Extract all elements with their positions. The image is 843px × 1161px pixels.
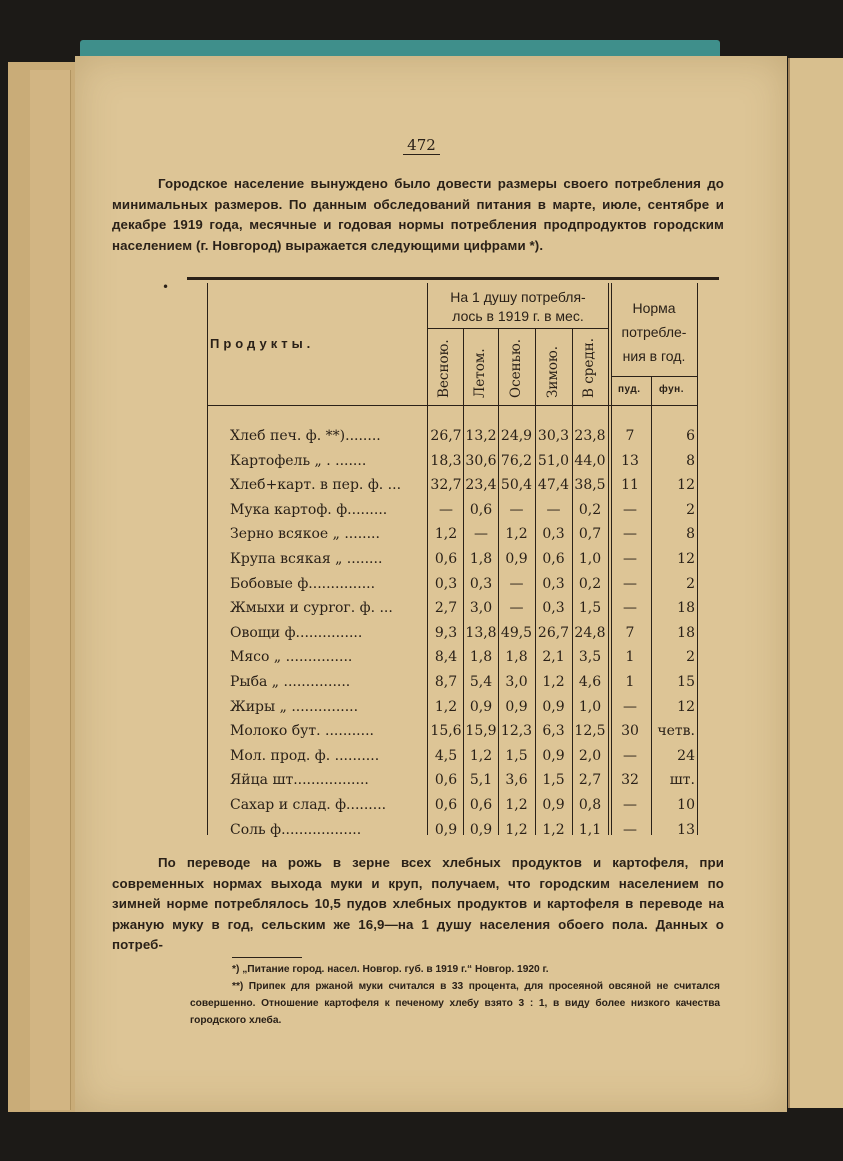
cell-winter: 0,9 — [542, 698, 565, 715]
row-label: Молоко бут. ........... — [230, 723, 374, 740]
cell-autumn: 12,3 — [500, 723, 533, 740]
cell-pud: 7 — [625, 428, 635, 444]
cell-winter: 1,2 — [542, 821, 565, 838]
cell-fun: 10 — [677, 797, 695, 813]
row-label: Жмыхи и сурrог. ф. ... — [230, 600, 393, 617]
cell-summer: 0,6 — [469, 797, 493, 813]
table-row — [230, 772, 700, 797]
cell-autumn: 3,0 — [505, 674, 528, 690]
cell-winter: 51,0 — [537, 452, 570, 469]
table-left-border — [207, 283, 208, 835]
cell-summer: 23,4 — [465, 477, 497, 494]
col-head-winter: Зимою. — [545, 345, 561, 398]
row-label: Соль ф.................. — [230, 821, 362, 838]
unit-pud: пуд. — [618, 384, 641, 395]
cell-avg: 1,5 — [578, 600, 602, 617]
row-label: Крупа всякая „ ........ — [230, 551, 383, 567]
cell-winter: 30,3 — [537, 428, 570, 444]
cell-winter: 0,6 — [542, 551, 565, 567]
cell-spring: 0,9 — [434, 821, 458, 838]
norm-header — [612, 296, 696, 368]
cell-winter: 2,1 — [542, 649, 565, 666]
cell-pud: 7 — [625, 624, 635, 641]
cell-fun: 18 — [677, 624, 695, 641]
cell-spring: 32,7 — [430, 477, 462, 494]
cell-pud: 1 — [625, 649, 635, 666]
footnote-2: **) Припек для ржаной муки считался в 33 процента, для просеяной овсяной не считался совершенно. Отношение картофеля к печеному хлебу взято 3 : 1, в виду более низкого качества городского хлеба. — [190, 981, 720, 1026]
cell-spring: 9,3 — [434, 624, 458, 641]
row-label: Зерно всякое „ ........ — [230, 526, 380, 543]
cell-avg: 0,2 — [578, 575, 602, 592]
cell-winter: 0,3 — [542, 526, 565, 543]
row-label: Рыба „ ............... — [230, 674, 351, 690]
cell-winter: 47,4 — [537, 477, 570, 494]
row-label: Картофель „ . ....... — [230, 452, 367, 469]
table-row — [230, 723, 700, 748]
col-head-spring: Весною. — [436, 339, 452, 398]
cell-autumn: 1,2 — [505, 797, 528, 813]
cell-avg: 2,7 — [578, 772, 602, 789]
monthly-header-line-1: На 1 душу потребля- — [450, 289, 586, 305]
cell-spring: 18,3 — [430, 452, 462, 469]
cell-fun: 12 — [677, 477, 695, 494]
cell-spring: 8,4 — [434, 649, 458, 666]
cell-fun: 18 — [677, 600, 695, 617]
cell-avg: 38,5 — [574, 477, 606, 494]
intro-paragraph: Городское население вынуждено было довести размеры своего потребления до минимальных размеров. По данным обследований питания в марте, июле, сентябре и декабре 1919 года, месячные и годовая нормы потребления продпродуктов городским населением (г. Новгород) выражается следующими цифрами *). — [112, 176, 724, 253]
cell-fun: шт. — [669, 772, 695, 789]
cell-spring: 2,7 — [434, 600, 458, 617]
norm-header-line-3: ния в год. — [622, 348, 686, 364]
cell-fun: 13 — [677, 821, 695, 838]
table-row — [230, 625, 700, 650]
cell-pud: — — [623, 600, 637, 617]
cell-spring: 4,5 — [434, 747, 458, 764]
row-label: Яйца шт................. — [230, 772, 369, 789]
cell-autumn: — — [509, 501, 524, 518]
cell-pud: 11 — [621, 477, 639, 494]
table-row — [230, 477, 700, 502]
table-row — [230, 748, 700, 773]
cell-pud: — — [623, 501, 637, 518]
cell-winter: 0,3 — [542, 600, 565, 617]
cell-fun: 12 — [677, 698, 695, 715]
table-row — [230, 649, 700, 674]
cell-summer: 0,6 — [469, 501, 493, 518]
facing-page — [788, 58, 843, 1108]
page-number-text: 472 — [403, 136, 440, 155]
cell-avg: 0,7 — [578, 526, 602, 543]
cell-fun: 12 — [677, 551, 695, 567]
norm-header-rule — [611, 376, 697, 377]
cell-avg: 24,8 — [574, 624, 606, 641]
cell-fun: 2 — [686, 575, 695, 592]
header-bottom-rule — [207, 405, 697, 406]
cell-fun: 2 — [686, 649, 695, 666]
cell-pud: 30 — [621, 723, 639, 740]
row-label: Мука картоф. ф......... — [230, 501, 388, 518]
cell-pud: 32 — [621, 772, 639, 789]
cell-spring: — — [439, 501, 453, 518]
row-label: Жиры „ ............... — [230, 698, 359, 715]
table-row — [230, 797, 700, 822]
table-row — [230, 526, 700, 551]
cell-summer: 1,8 — [469, 551, 493, 567]
cell-summer: 5,1 — [469, 772, 493, 789]
cell-autumn: 49,5 — [500, 624, 533, 641]
cell-summer: 1,8 — [469, 649, 493, 666]
cell-avg: 0,2 — [578, 501, 602, 518]
closing-paragraph: По переводе на рожь в зерне всех хлебных продуктов и картофеля, при современных нормах выхода муки и круп, получаем, что городским населением по зимней норме потреблялось 10,5 пудов хлебных продуктов и картофеля в переводе на ржаную муку в год, сельским же 16,9—на 1 душу населения обоего пола. Данных о потреб- — [112, 855, 724, 952]
unit-fun: фун. — [659, 384, 684, 395]
cell-autumn: 0,9 — [505, 551, 528, 567]
cell-fun: 8 — [686, 452, 695, 469]
cell-spring: 26,7 — [430, 428, 462, 444]
norm-header-line-2: потребле- — [621, 324, 687, 340]
table-top-rule — [187, 277, 719, 280]
page-stack-inner — [30, 70, 71, 1110]
row-label: Бобовые ф............... — [230, 575, 376, 592]
cell-winter: 6,3 — [542, 723, 565, 740]
cell-spring: 0,6 — [434, 772, 458, 789]
cell-winter: 0,3 — [542, 575, 565, 592]
cell-autumn: 50,4 — [500, 477, 533, 494]
cell-autumn: — — [509, 575, 524, 592]
cell-autumn: 1,2 — [505, 821, 528, 838]
cell-autumn: 1,5 — [505, 747, 528, 764]
cell-spring: 15,6 — [430, 723, 462, 740]
row-label: Сахар и слад. ф......... — [230, 797, 387, 813]
footnote-rule — [232, 957, 302, 958]
cell-pud: — — [623, 575, 637, 592]
cell-autumn: 76,2 — [500, 452, 533, 469]
row-label: Овощи ф............... — [230, 624, 363, 641]
row-label: Хлеб+карт. в пер. ф. ... — [230, 477, 402, 494]
cell-autumn: 24,9 — [500, 428, 533, 444]
col-head-summer: Летом. — [472, 348, 488, 398]
table-row — [230, 600, 700, 625]
cell-pud: — — [623, 797, 637, 813]
cell-autumn: 1,2 — [505, 526, 528, 543]
cell-summer: 0,3 — [469, 575, 493, 592]
col-head-average: В средн. — [581, 337, 597, 398]
cell-winter: 1,2 — [542, 674, 565, 690]
page-number — [0, 136, 843, 154]
cell-pud: 1 — [625, 674, 635, 690]
table-row — [230, 699, 700, 724]
cell-pud: — — [623, 747, 637, 764]
cell-fun: 8 — [686, 526, 695, 543]
monthly-header-line-2: лось в 1919 г. в мес. — [452, 308, 584, 324]
table-row — [230, 502, 700, 527]
cell-pud: — — [623, 526, 637, 543]
cell-avg: 23,8 — [574, 428, 606, 444]
cell-avg: 12,5 — [574, 723, 606, 740]
table-row — [230, 674, 700, 699]
cell-spring: 0,6 — [434, 551, 458, 567]
cell-pud: 13 — [621, 452, 639, 469]
cell-pud: — — [623, 821, 637, 838]
table-row — [230, 551, 700, 576]
row-label: Хлеб печ. ф. **)........ — [230, 428, 381, 444]
cell-summer: 3,0 — [469, 600, 493, 617]
cell-spring: 1,2 — [434, 698, 458, 715]
cell-summer: 15,9 — [465, 723, 497, 740]
cell-spring: 0,6 — [434, 797, 458, 813]
cell-summer: 5,4 — [469, 674, 493, 690]
cell-avg: 4,6 — [578, 674, 602, 690]
cell-winter: 26,7 — [537, 624, 570, 641]
row-label: Мясо „ ............... — [230, 649, 353, 666]
col-head-autumn: Осенью. — [508, 338, 524, 398]
cell-avg: 1,1 — [578, 821, 602, 838]
cell-avg: 1,0 — [578, 698, 602, 715]
cell-fun: четв. — [657, 723, 695, 740]
margin-mark: • — [162, 280, 170, 294]
cell-fun: 2 — [686, 501, 695, 518]
cell-autumn: 3,6 — [505, 772, 528, 789]
table-row — [230, 428, 700, 453]
cell-avg: 2,0 — [578, 747, 602, 764]
cell-summer: — — [474, 526, 488, 543]
cell-autumn: 1,8 — [505, 649, 528, 666]
cell-fun: 6 — [686, 428, 695, 444]
cell-avg: 44,0 — [574, 452, 606, 469]
cell-winter: 0,9 — [542, 747, 565, 764]
cell-avg: 1,0 — [578, 551, 602, 567]
cell-spring: 0,3 — [434, 575, 458, 592]
cell-pud: — — [623, 698, 637, 715]
cell-pud: — — [623, 551, 637, 567]
cell-spring: 8,7 — [434, 674, 458, 690]
table-row — [230, 576, 700, 601]
cell-autumn: — — [509, 600, 524, 617]
cell-summer: 30,6 — [465, 452, 497, 469]
norm-header-line-1: Норма — [632, 300, 676, 316]
cell-avg: 0,8 — [578, 797, 602, 813]
cell-summer: 0,9 — [469, 698, 493, 715]
table-row — [230, 822, 700, 847]
cell-summer: 13,2 — [465, 428, 497, 444]
cell-spring: 1,2 — [434, 526, 458, 543]
row-label: Мол. прод. ф. .......... — [230, 747, 380, 764]
table-row — [230, 453, 700, 478]
cell-summer: 1,2 — [469, 747, 493, 764]
cell-summer: 0,9 — [469, 821, 493, 838]
monthly-header-rule — [427, 328, 608, 329]
products-header: Продукты. — [210, 336, 315, 351]
cell-winter: 0,9 — [542, 797, 565, 813]
cell-winter: — — [546, 501, 561, 518]
cell-avg: 3,5 — [578, 649, 602, 666]
cell-autumn: 0,9 — [505, 698, 528, 715]
footnote-1: *) „Питание город. насел. Новгор. губ. в 1919 г.“ Новгор. 1920 г. — [232, 964, 549, 975]
monthly-header — [430, 288, 606, 326]
cell-summer: 13,8 — [465, 624, 497, 641]
cell-fun: 15 — [677, 674, 695, 690]
cell-winter: 1,5 — [542, 772, 565, 789]
cell-fun: 24 — [677, 747, 695, 764]
